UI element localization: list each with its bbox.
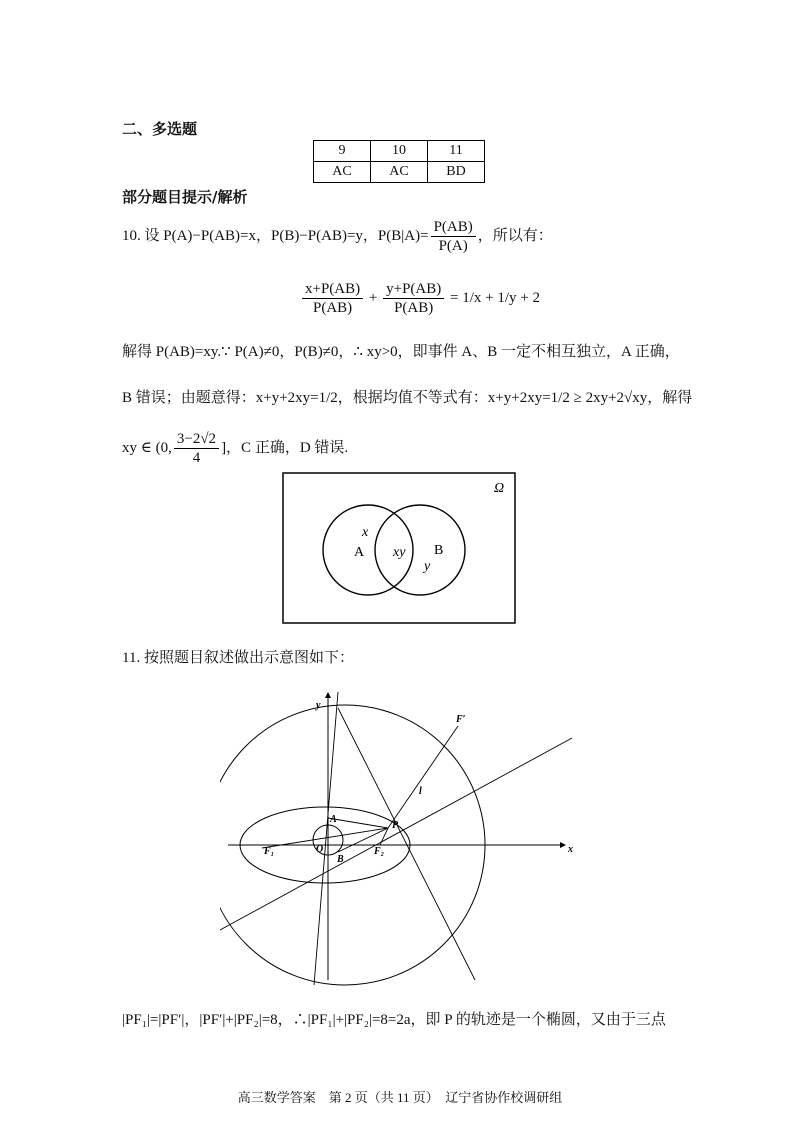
table-header-row [314, 141, 485, 162]
fraction-numerator: y+P(AB) [383, 280, 444, 299]
label-f2: F₂ [374, 846, 385, 857]
fraction-numerator: 3−2√2 [174, 430, 219, 449]
x-axis-arrow [560, 842, 566, 848]
section-title: 二、多选题 [122, 120, 198, 138]
q10-intro-text: 10. 设 P(A)−P(AB)=x，P(B)−P(AB)=y，P(B|A)= [122, 227, 429, 244]
q10-intro [122, 218, 553, 255]
y-axis-arrow [325, 692, 331, 698]
label-x: x [568, 844, 573, 855]
fraction-denominator: P(AB) [394, 300, 434, 316]
table-cell: AC [371, 162, 428, 183]
q11-conclusion: |PF₁|=|PF′|，|PF′|+|PF₂|=8，∴|PF₁|+|PF₂|=8=2a，即 P 的轨迹是一个椭圆，又由于三点 [122, 1012, 666, 1028]
table-cell: 11 [428, 141, 485, 162]
table-row [314, 162, 485, 183]
venn-omega-label: Ω [494, 481, 505, 496]
label-y: y [316, 700, 321, 711]
venn-diagram [280, 470, 520, 628]
label-o: O [316, 844, 324, 855]
label-b: B [337, 854, 344, 865]
q10-equation: $\frac{x+P(AB)}{P(AB)}$ + $\frac{y+P(AB)}{P(AB)}$ = 1/x + 1/y + 2 [300, 280, 540, 317]
venn-circle-b [375, 505, 465, 595]
venn-x-label: x [362, 525, 369, 540]
label-l: l [419, 786, 422, 797]
venn-xy-label: xy [393, 545, 406, 560]
q10-line-3 [122, 430, 348, 467]
q11-intro: 11. 按照题目叙述做出示意图如下： [122, 650, 354, 666]
label-f-prime: F′ [456, 714, 466, 725]
equation-fraction-1 [302, 280, 363, 317]
tangent-line [220, 738, 572, 930]
interval-end: ]，C 正确，D 错误. [221, 439, 349, 456]
line-a-p [328, 818, 388, 828]
label-f1: F₁ [264, 846, 275, 857]
q10-line-1: 解得 P(AB)=xy.∵ P(A)≠0，P(B)≠0，∴ xy>0，即事件 A、B 一定不相互独立，A 正确， [122, 344, 680, 360]
venn-b-label: B [434, 543, 444, 558]
page-footer: 高三数学答案 第 2 页（共 11 页） 辽宁省协作校调研组 [237, 1090, 563, 1105]
equation-right-side: = 1/x + 1/y + 2 [450, 289, 540, 306]
label-a: A [330, 814, 337, 825]
equation-fraction-2 [383, 280, 444, 317]
fraction-denominator: 4 [192, 450, 201, 466]
steep-line [314, 692, 338, 985]
fraction-numerator: x+P(AB) [302, 280, 363, 299]
answer-table [313, 140, 485, 183]
label-p: P [392, 820, 399, 831]
conditional-fraction [431, 218, 476, 255]
table-cell: 9 [314, 141, 371, 162]
q10-intro-end: ，所以有： [477, 227, 553, 244]
interval-start: xy ∈ (0, [122, 439, 172, 456]
table-cell: 10 [371, 141, 428, 162]
line-f2-p [380, 828, 388, 845]
interval-fraction [174, 430, 219, 467]
ellipse-diagram [220, 690, 580, 990]
fraction-denominator: P(A) [438, 238, 468, 254]
q10-line-2: B 错误；由题意得：x+y+2xy=1/2，根据均值不等式有：x+y+2xy=1/2 ≥ 2xy+2√xy，解得 [122, 390, 693, 406]
table-cell: BD [428, 162, 485, 183]
table-cell: AC [314, 162, 371, 183]
line-p-fprime [388, 726, 458, 828]
fraction-numerator: P(AB) [431, 218, 476, 237]
fraction-denominator: P(AB) [312, 300, 353, 316]
venn-y-label: y [424, 559, 431, 574]
venn-a-label: A [354, 545, 365, 560]
diagonal-line [338, 708, 475, 980]
hint-title: 部分题目提示/解析 [122, 188, 248, 206]
